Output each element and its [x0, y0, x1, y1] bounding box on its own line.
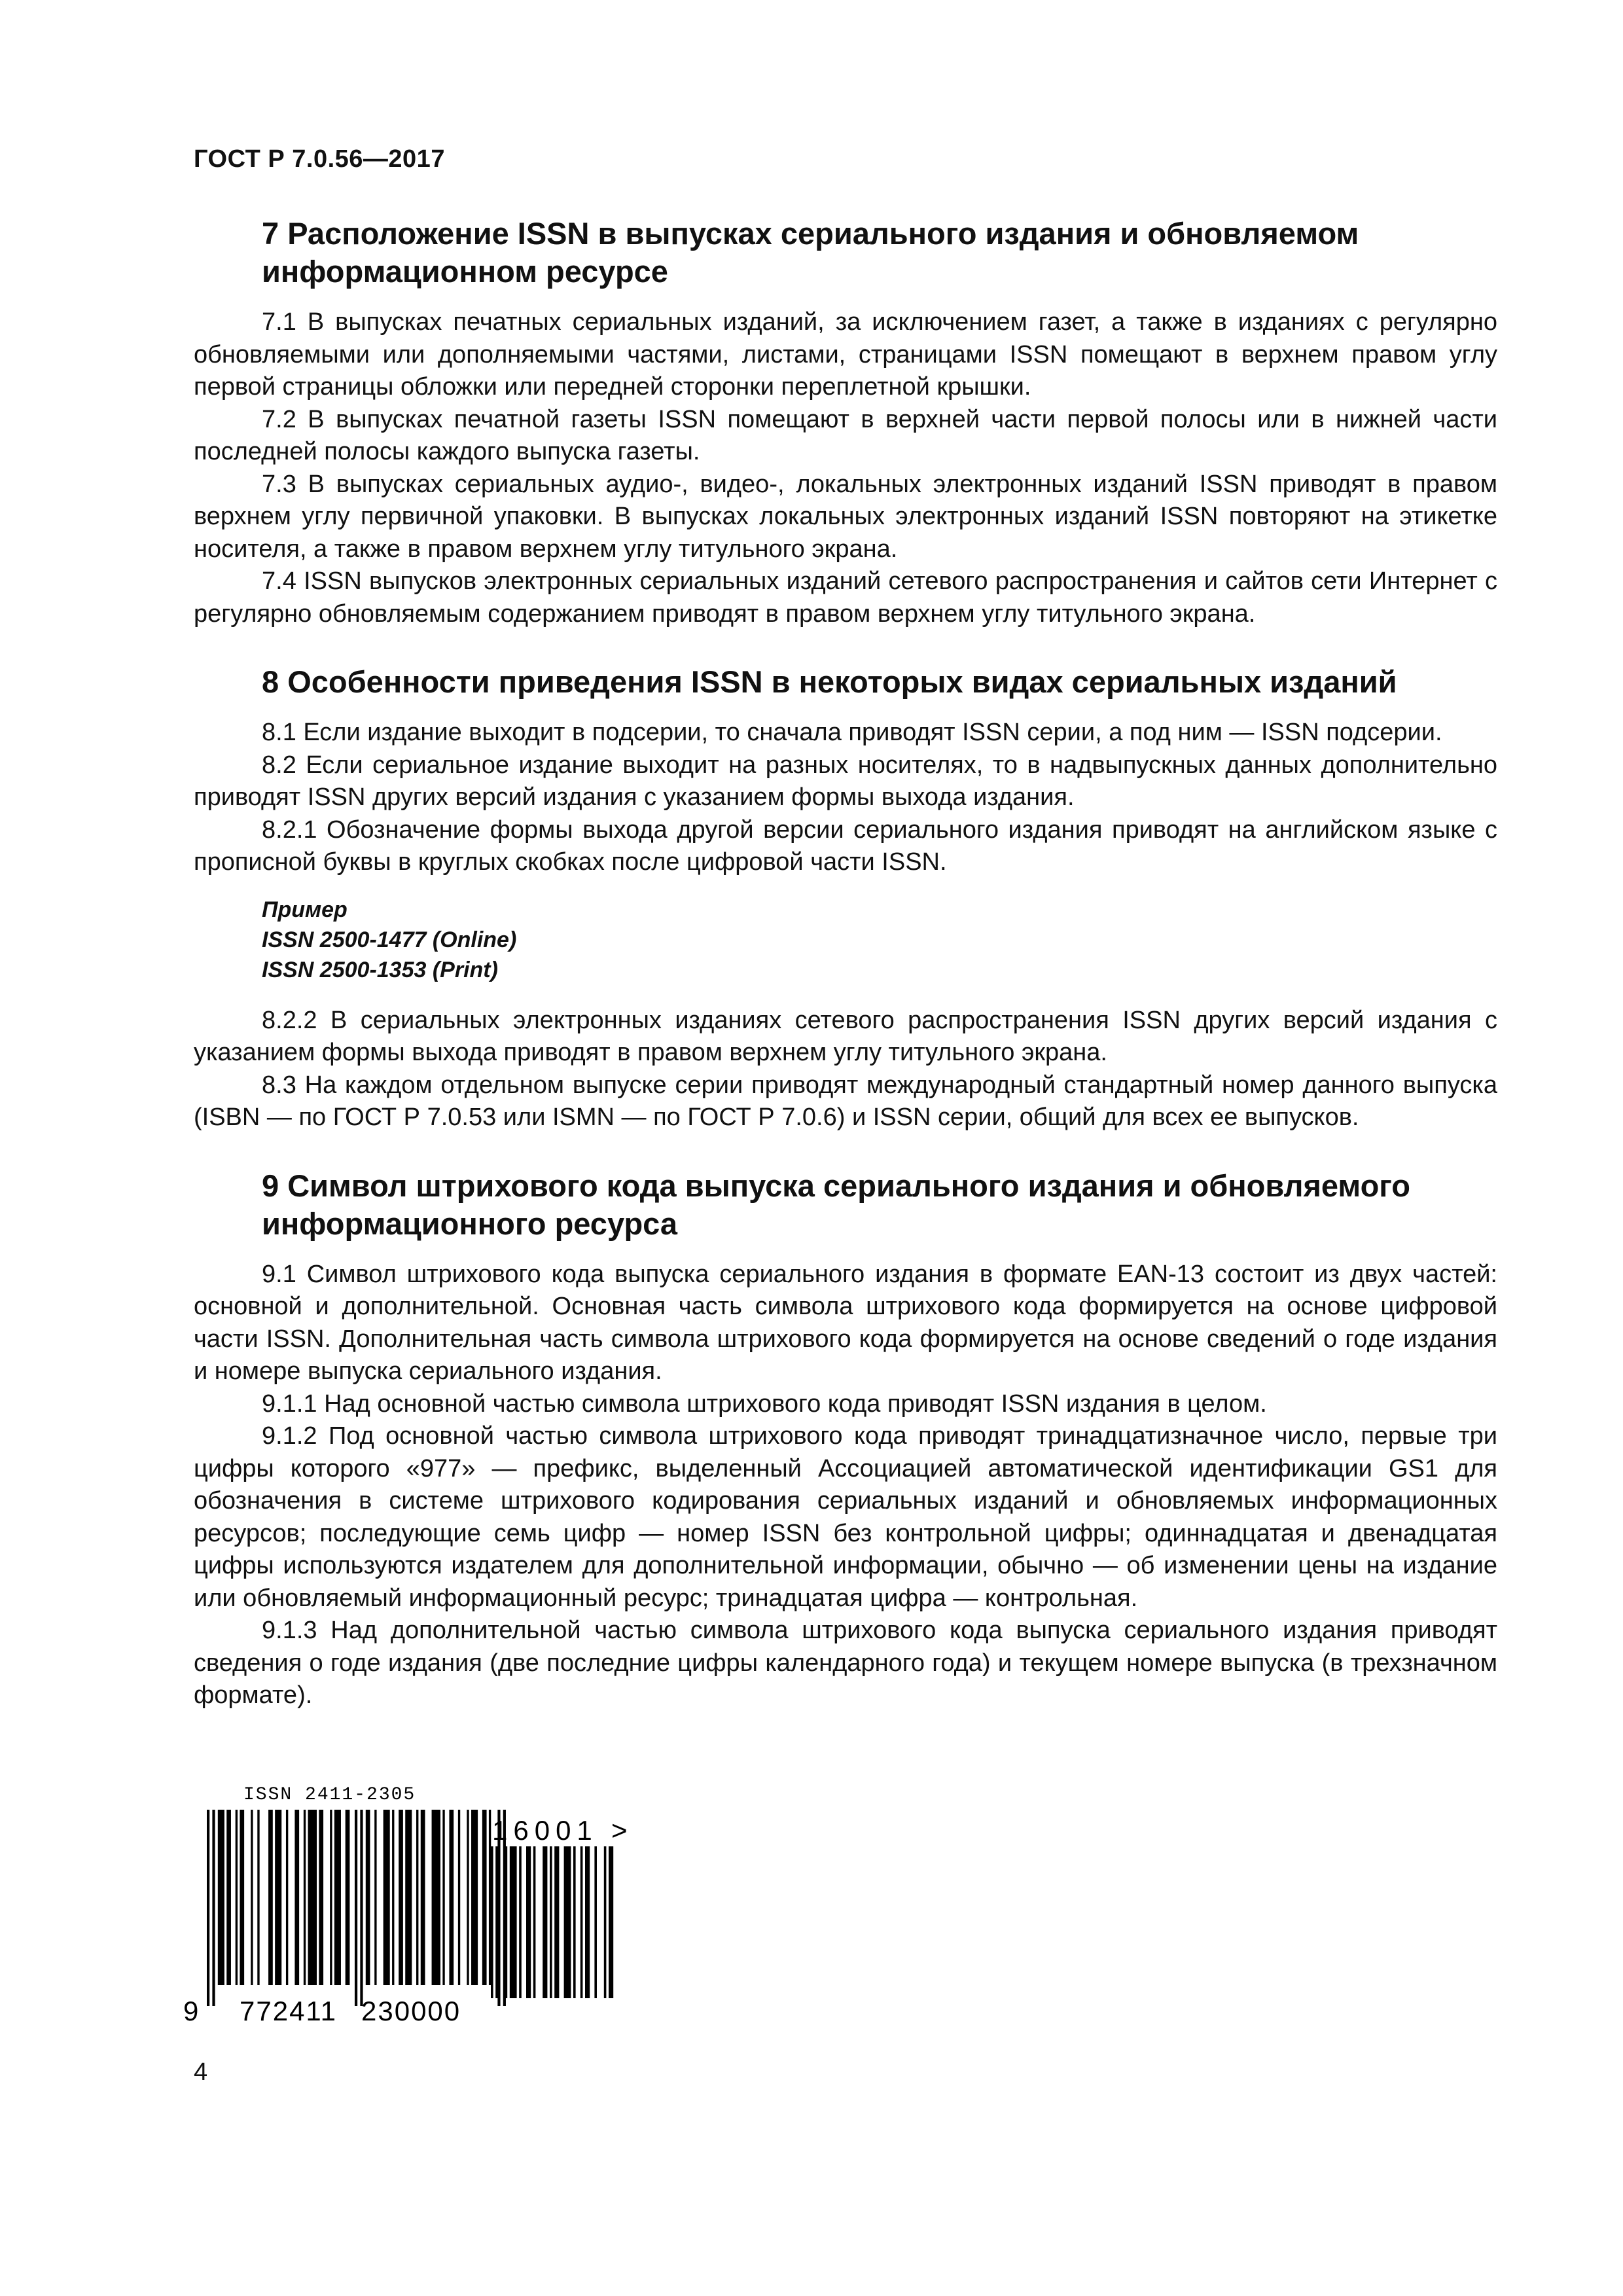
barcode-bar [251, 1810, 253, 1985]
section-8-heading: 8 Особенности приведения ISSN в некоторых видах сериальных изданий [262, 664, 1397, 699]
barcode-bar [319, 1810, 323, 1985]
barcode-bar [399, 1810, 403, 1985]
barcode-bar [489, 1810, 491, 1985]
barcode-guard-bar [360, 1810, 363, 2006]
barcode-right-group: 230000 [361, 1996, 461, 2026]
barcode-guard-bar [355, 1810, 357, 2006]
barcode-addon-bar [491, 1846, 493, 1998]
barcode-bar [240, 1810, 244, 1985]
page-number: 4 [194, 2058, 208, 2086]
barcode-svg [183, 1784, 654, 2026]
barcode-main-bars [207, 1810, 506, 2006]
barcode-bar [218, 1810, 224, 1985]
paragraph-8-3: 8.3 На каждом отдельном выпуске серии приводят международный стандартный номер данного выпуска (ISBN — по ГОСТ Р 7.0.53 или ISMN — по ГОСТ Р 7.0.6) и ISSN серии, общий для всех ее выпусков. [194, 1071, 1497, 1131]
section-9 [194, 1167, 1497, 1712]
barcode-bar [257, 1810, 259, 1985]
barcode-guard-bar [207, 1810, 209, 2006]
barcode-bar [330, 1810, 332, 1985]
paragraph-7-4: 7.4 ISSN выпусков электронных сериальных изданий сетевого распространения и сайтов сети Интернет с регулярно обновляемым содержанием приводят в правом верхнем углу титульного экрана. [194, 567, 1497, 628]
paragraph-8-2-1: 8.2.1 Обозначение формы выхода другой версии сериального издания приводят на английском языке с прописной буквы в круглых скобках после цифровой части ISSN. [194, 816, 1497, 876]
barcode-addon-digits: 16001 [492, 1815, 598, 1846]
document-header: ГОСТ Р 7.0.56—2017 [194, 145, 445, 173]
paragraph-9-1-2: 9.1.2 Под основной частью символа штрихового кода приводят тринадцатизначное число, первые три цифры которого «977» — префикс, выделенный Ассоциацией автоматической идентификации GS1 для обозначения в системе штрихового кодирования сериальных изданий и обновляемых информационных ресурсов; последующие семь цифр — номер ISSN без контрольной цифры; одиннадцатая и двенадцатая цифры используются издателем для дополнительной информации, обычно — об изменении цены на издание или обновляемый информационный ресурс; тринадцатая цифра — контрольная. [194, 1422, 1497, 1612]
barcode-addon-bars [491, 1846, 613, 1998]
example-label: Пример [262, 897, 348, 922]
barcode-bar [442, 1810, 444, 1985]
paragraph-7-3: 7.3 В выпусках сериальных аудио-, видео-, локальных электронных изданий ISSN приводят в правом верхнем углу первичной упаковки. В выпусках локальных электронных изданий ISSN повторяют на этикетке носителя, а также в правом верхнем углу титульного экрана. [194, 470, 1497, 563]
paragraph-7-1: 7.1 В выпусках печатных сериальных изданий, за исключением газет, а также в изданиях с регулярно обновляемыми или дополняемыми частями, листами, страницами ISSN помещают в верхнем правом углу первой страницы обложки или передней сторонки переплетной крышки. [194, 308, 1497, 401]
example-line-print: ISSN 2500-1353 (Print) [262, 957, 498, 982]
barcode-bar [432, 1810, 440, 1985]
barcode-addon-bar [594, 1846, 597, 1998]
barcode-addon-bar [510, 1846, 517, 1998]
barcode-addon-bar [550, 1846, 552, 1998]
paragraph-9-1: 9.1 Символ штрихового кода выпуска сериального издания в формате EAN-13 состоит из двух частей: основной и дополнительной. Основная часть символа штрихового кода формируется на основе цифровой части ISSN. Дополнительная часть символа штрихового кода формируется на основе сведений о годе издания и номере выпуска сериального издания. [194, 1260, 1497, 1385]
barcode-addon-bar [609, 1846, 613, 1998]
barcode-bar [383, 1810, 390, 1985]
section-7-heading: 7 Расположение ISSN в выпусках сериального издания и обновляемом информационном ресурсе [262, 216, 1359, 289]
section-8 [194, 663, 1497, 1134]
barcode-bar [421, 1810, 425, 1985]
paragraph-8-2-2: 8.2.2 В сериальных электронных изданиях сетевого распространения ISSN других версий издания с указанием формы выхода приводят в правом верхнем углу титульного экрана. [194, 1006, 1497, 1066]
barcode-addon-bar [573, 1846, 576, 1998]
barcode-bar [458, 1810, 460, 1985]
barcode-bar [346, 1810, 350, 1985]
barcode-left-group: 772411 [240, 1996, 338, 2026]
barcode-addon-bar [585, 1846, 590, 1998]
barcode-bar [334, 1810, 341, 1985]
barcode-bar [366, 1810, 370, 1985]
paragraph-9-1-3: 9.1.3 Над дополнительной частью символа штрихового кода выпуска сериального издания приводят сведения о годе издания (две последние цифры календарного года) и текущем номере выпуска (в трехзначном формате). [194, 1617, 1497, 1709]
barcode-addon-bar [604, 1846, 607, 1998]
barcode-addon-bar [495, 1846, 500, 1998]
barcode-figure [183, 1784, 654, 2026]
section-7 [194, 215, 1497, 630]
barcode-bar [405, 1810, 412, 1985]
paragraph-8-2: 8.2 Если сериальное издание выходит на разных носителях, то в надвыпускных данных дополнительно приводят ISSN других версий издания с указанием формы выхода издания. [194, 751, 1497, 811]
paragraph-9-1-1: 9.1.1 Над основной частью символа штрихового кода приводят ISSN издания в целом. [262, 1390, 1267, 1418]
barcode-addon-bar [505, 1846, 508, 1998]
barcode-addon-bar [564, 1846, 571, 1998]
barcode-bar [304, 1810, 306, 1985]
barcode-bar [467, 1810, 469, 1985]
paragraph-8-1: 8.1 Если издание выходит в подсерии, то сначала приводят ISSN серии, а под ним — ISSN подсерии. [262, 719, 1442, 746]
barcode-guard-bar [212, 1810, 215, 2006]
barcode-bar [294, 1810, 299, 1985]
barcode-first-digit: 9 [183, 1996, 199, 2026]
barcode-bar [308, 1810, 317, 1985]
barcode-addon-marker: > [611, 1815, 628, 1846]
barcode-addon-bar [526, 1846, 531, 1998]
barcode-bar [268, 1810, 273, 1985]
paragraph-7-2: 7.2 В выпусках печатной газеты ISSN помещают в верхней части первой полосы или в нижней части последней полосы каждого выпуска газеты. [194, 405, 1497, 465]
section-9-heading: 9 Символ штрихового кода выпуска сериального издания и обновляемого информационного ресурса [262, 1168, 1410, 1241]
barcode-addon-bar [519, 1846, 522, 1998]
barcode-bar [482, 1810, 487, 1985]
barcode-bar [286, 1810, 288, 1985]
barcode-bar [236, 1810, 238, 1985]
barcode-addon-bar [533, 1846, 536, 1998]
barcode-bar [226, 1810, 231, 1985]
barcode-bar [275, 1810, 281, 1985]
document-body [194, 215, 1497, 1745]
barcode-bar [471, 1810, 478, 1985]
barcode-bar [374, 1810, 376, 1985]
barcode-addon-bar [580, 1846, 583, 1998]
example-block [194, 895, 1497, 985]
barcode-bar [416, 1810, 418, 1985]
barcode-issn-label: ISSN 2411-2305 [243, 1785, 416, 1805]
barcode-bar [449, 1810, 454, 1985]
barcode-addon-bar [543, 1846, 547, 1998]
barcode-addon-bar [554, 1846, 559, 1998]
example-line-online: ISSN 2500-1477 (Online) [262, 927, 517, 952]
barcode-bar [392, 1810, 394, 1985]
